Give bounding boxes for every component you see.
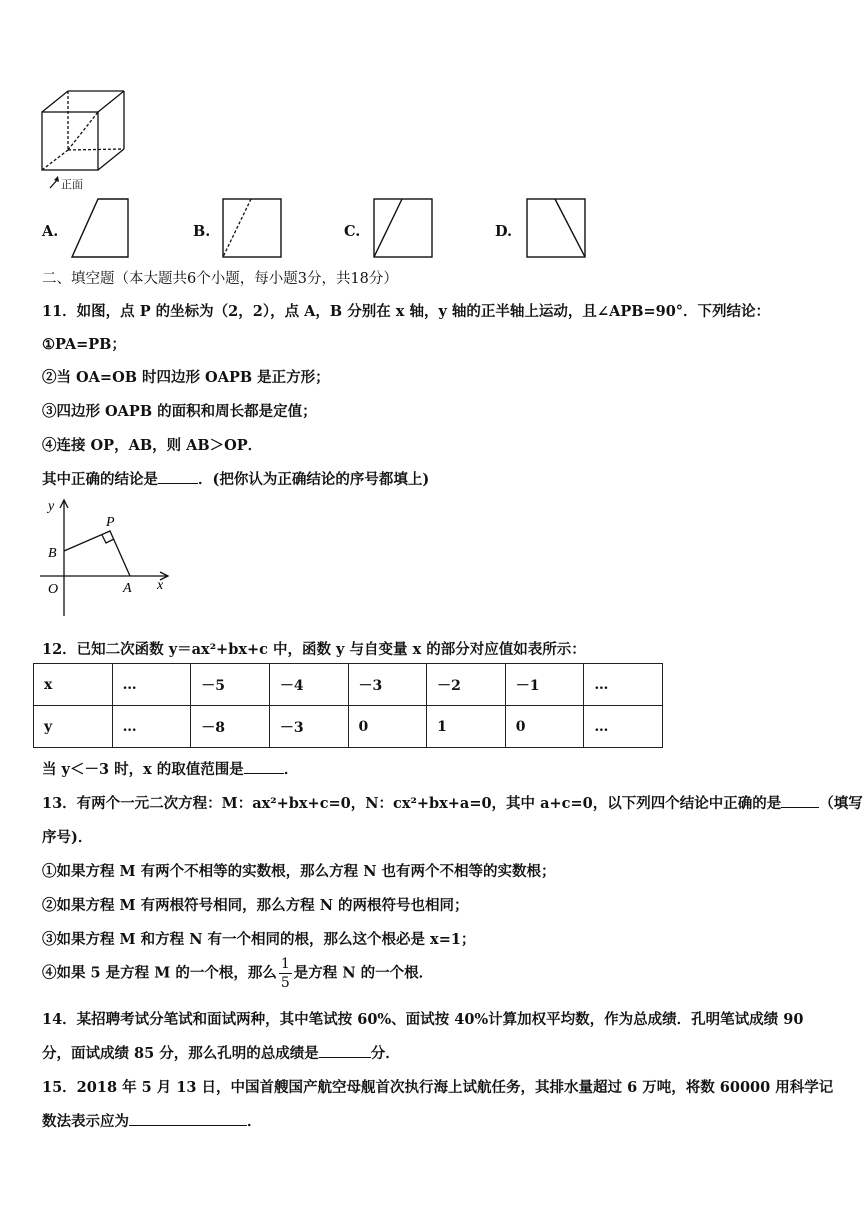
table-cell: －3 (348, 664, 427, 706)
table-cell: … (112, 664, 191, 706)
q13-stem-suffix: （填写 (819, 795, 863, 812)
q12-ask (42, 758, 298, 779)
q14-line-2-suffix: 分． (370, 1045, 400, 1062)
q13-answer-blank[interactable] (781, 795, 819, 808)
q11-item-4: ④连接 OP，AB，则 AB＞OP． (42, 437, 263, 454)
q15-line-1: 15．2018 年 5 月 13 日，中国首艘国产航空母舰首次执行海上试航任务，其排水量超过 6 万吨，将数 60000 用科学记 (42, 1079, 834, 1096)
q12-stem: 12．已知二次函数 y＝ax²+bx+c 中，函数 y 与自变量 x 的部分对应值如表所示： (42, 641, 586, 658)
fraction-numerator: 1 (280, 956, 290, 972)
table-cell: －8 (191, 706, 270, 748)
q11-item-1: ①PA=PB； (42, 336, 126, 353)
q11-ask-suffix: ．(把你认为正确结论的序号都填上) (198, 471, 430, 488)
q11-coordinate-graph (36, 496, 176, 620)
cube-figure (38, 88, 130, 192)
option-a-figure (70, 197, 130, 259)
table-cell: … (112, 706, 191, 748)
table-cell: －2 (427, 664, 506, 706)
option-d-label: D. (495, 223, 513, 240)
table-cell: 1 (427, 706, 506, 748)
q13-item-3: ③如果方程 M 和方程 N 有一个相同的根，那么这个根必是 x=1； (42, 931, 476, 948)
q12-answer-blank[interactable] (244, 761, 284, 774)
table-row (34, 706, 663, 748)
q13-stem-prefix: 13．有两个一元二次方程：M：ax²+bx+c=0，N：cx²+bx+a=0，其中 a+c=0，以下列四个结论中正确的是 (42, 795, 782, 812)
q13-item-4-suffix: 是方程 N 的一个根． (293, 964, 434, 982)
table-cell: 0 (505, 706, 584, 748)
option-c-label: C. (344, 223, 361, 240)
table-cell: －5 (191, 664, 270, 706)
q15-answer-blank[interactable] (129, 1113, 247, 1126)
q14-answer-blank[interactable] (319, 1045, 371, 1058)
q13-item-4-prefix: ④如果 5 是方程 M 的一个根，那么 (42, 964, 277, 982)
q12-ask-suffix: ． (283, 761, 299, 778)
q12-value-table (33, 663, 663, 748)
front-label: 正面 (61, 178, 83, 191)
q11-item-3: ③四边形 OAPB 的面积和周长都是定值； (42, 403, 317, 420)
graph-label-p: P (106, 515, 115, 530)
q14-line-2 (42, 1042, 400, 1063)
graph-label-a: A (123, 581, 132, 596)
table-cell: x (34, 664, 113, 706)
table-cell: －3 (269, 706, 348, 748)
q13-stem (42, 792, 863, 813)
option-d-figure (525, 197, 587, 259)
option-b-figure (221, 197, 283, 259)
table-cell: 0 (348, 706, 427, 748)
q13-stem-line2: 序号)． (42, 829, 93, 846)
q11-stem: 11．如图，点 P 的坐标为（2，2），点 A，B 分别在 x 轴，y 轴的正半轴上运动，且∠APB=90°．下列结论： (42, 303, 771, 320)
q11-answer-blank[interactable] (158, 471, 198, 484)
graph-label-x: x (157, 578, 164, 593)
q11-item-2: ②当 OA=OB 时四边形 OAPB 是正方形； (42, 369, 330, 386)
option-a-label: A. (42, 223, 59, 240)
table-cell: y (34, 706, 113, 748)
q11-ask-prefix: 其中正确的结论是 (42, 471, 158, 488)
q11-ask (42, 468, 429, 489)
section-heading: 二、填空题（本大题共6个小题，每小题3分，共18分） (42, 271, 398, 287)
q15-line-2-prefix: 数法表示应为 (42, 1113, 129, 1130)
table-cell: －1 (505, 664, 584, 706)
q13-item-4 (42, 955, 433, 992)
fraction-denominator: 5 (280, 975, 290, 991)
table-cell: … (584, 664, 663, 706)
graph-label-y: y (48, 499, 55, 514)
q15-line-2 (42, 1110, 262, 1131)
q15-line-2-suffix: ． (247, 1113, 262, 1130)
fraction-one-fifth (279, 955, 292, 992)
q13-item-2: ②如果方程 M 有两根符号相同，那么方程 N 的两根符号也相同； (42, 897, 469, 914)
table-cell: … (584, 706, 663, 748)
table-row (34, 664, 663, 706)
graph-label-o: O (48, 582, 59, 597)
option-b-label: B. (193, 223, 211, 240)
q12-ask-prefix: 当 y＜－3 时，x 的取值范围是 (42, 761, 244, 778)
graph-label-b: B (48, 546, 57, 561)
option-c-figure (372, 197, 434, 259)
q13-item-1: ①如果方程 M 有两个不相等的实数根，那么方程 N 也有两个不相等的实数根； (42, 863, 556, 880)
q14-line-1: 14．某招聘考试分笔试和面试两种，其中笔试按 60%、面试按 40%计算加权平均数，作为总成绩．孔明笔试成绩 90 (42, 1011, 804, 1028)
table-cell: －4 (269, 664, 348, 706)
q14-line-2-prefix: 分，面试成绩 85 分，那么孔明的总成绩是 (42, 1045, 319, 1062)
